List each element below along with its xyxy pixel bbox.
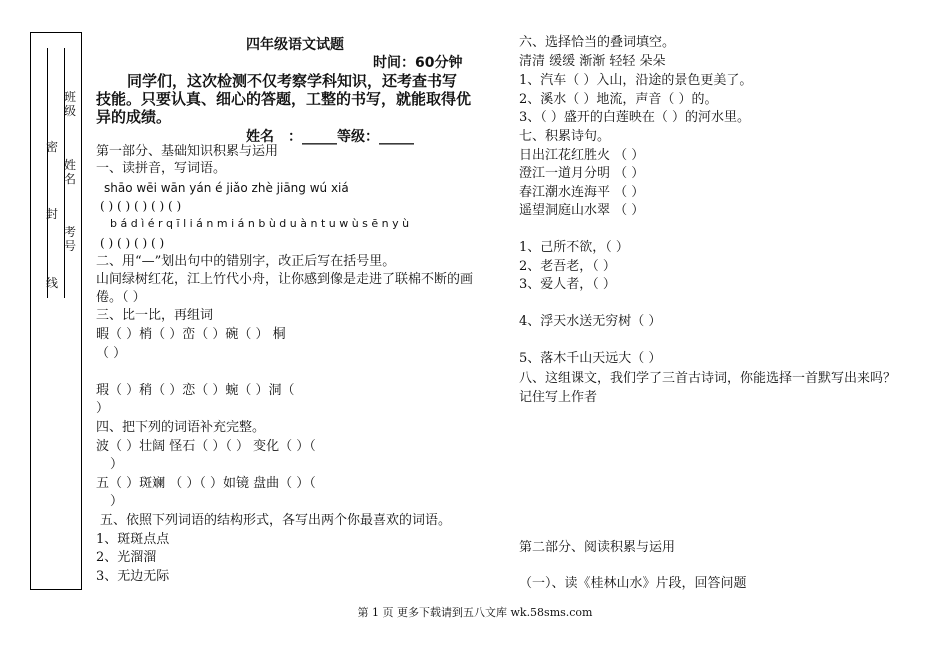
- q2-title: 二、用“—”划出句中的错别字，改正后写在括号里。: [96, 254, 396, 269]
- q7-poem-2: 澄江一道月分明 （ ）: [519, 166, 645, 181]
- q1-title: 一、读拼音，写词语。: [96, 161, 227, 176]
- intro-line-2: 技能。只要认真、细心的答题，工整的书写，就能取得优: [96, 90, 472, 108]
- q1-pinyin-row2: b á d ì é r q ī l i á n m i á n b ù d u à n t u w ù s ē n y ù: [110, 217, 410, 230]
- intro-line-3: 异的成绩。: [96, 108, 172, 126]
- q4-row1-continued: ）: [110, 457, 124, 472]
- q5-item-3: 3、无边无际: [96, 569, 170, 584]
- page-footer: 第 1 页 更多下载请到五八文库 wk.58sms.com: [357, 606, 593, 619]
- q7-saying-4: 4、浮天水送无穷树（ ）: [519, 314, 662, 329]
- q7-saying-2: 2、老吾老，（ ）: [519, 259, 616, 274]
- name-grade-line: 姓名 ：_____等级：_____: [246, 129, 414, 145]
- q3-row2: 瑕（ ）稍（ ）恋（ ）蜿（ ）洞（: [96, 383, 295, 398]
- q7-poem-1: 日出江花红胜火 （ ）: [519, 148, 645, 163]
- q7-saying-5: 5、落木千山天远大（ ）: [519, 351, 662, 366]
- seal-char-feng: 封: [45, 207, 58, 221]
- q1-pinyin-row1: shāo wēi wān yán é jiǎo zhè jiāng wú xiá: [104, 181, 349, 195]
- intro-line-1: 同学们，这次检测不仅考察学科知识，还考查书写: [127, 72, 458, 90]
- q7-poem-4: 遥望洞庭山水翠 （ ）: [519, 203, 645, 218]
- q6-item-1: 1、汽车（ ）入山，沿途的景色更美了。: [519, 73, 753, 88]
- part1-heading: 第一部分、基础知识积累与运用: [96, 144, 279, 159]
- q3-row1: 暇（ ）梢（ ）峦（ ）碗（ ） 桐: [96, 327, 286, 342]
- page-title: 四年级语文试题: [246, 37, 344, 53]
- q5-title: 五、依照下列词语的结构形式，各写出两个你最喜欢的词语。: [100, 513, 452, 528]
- q1-blanks-row1: ( ) ( ) ( ) ( ) ( ): [100, 199, 182, 213]
- q3-row2-continued: ）: [96, 401, 110, 416]
- q7-poem-3: 春江潮水连海平 （ ）: [519, 185, 645, 200]
- q7-saying-3: 3、爱人者，（ ）: [519, 277, 616, 292]
- q4-title: 四、把下列的词语补充完整。: [96, 420, 266, 435]
- q6-item-3: 3、（ ）盛开的白莲映在（ ）的河水里。: [519, 110, 751, 125]
- q5-item-2: 2、光溜溜: [96, 550, 157, 565]
- name-label: 姓名: [63, 158, 76, 186]
- reading-1-title: （一）、读《桂林山水》片段，回答问题: [519, 576, 747, 591]
- seal-char-mi: 密: [45, 140, 58, 154]
- class-label: 班级: [63, 90, 76, 118]
- q2-sentence-line2: 倦。（ ）: [96, 290, 146, 305]
- q6-word-bank: 清清 缓缓 渐渐 轻轻 朵朵: [519, 54, 666, 69]
- seal-char-xian: 线: [45, 276, 58, 290]
- q1-blanks-row2: ( ) ( ) ( ) ( ): [100, 236, 165, 250]
- q4-row2-continued: ）: [110, 494, 124, 509]
- number-label: 考号: [63, 225, 76, 253]
- q6-item-2: 2、溪水（ ）地流，声音（ ）的。: [519, 92, 718, 107]
- q3-row1-continued: （ ）: [96, 346, 127, 361]
- q8-prompt-line2: 记住写上作者: [519, 390, 598, 405]
- q8-prompt-line1: 八、这组课文，我们学了三首古诗词，你能选择一首默写出来吗？: [519, 371, 897, 386]
- part2-heading: 第二部分、阅读积累与运用: [519, 540, 676, 555]
- q4-row1: 波（ ）壮阔 怪石（ ）（ ） 变化（ ）（: [96, 439, 316, 454]
- q6-title: 六、选择恰当的叠词填空。: [519, 35, 676, 50]
- q7-saying-1: 1、己所不欲，（ ）: [519, 240, 629, 255]
- q5-item-1: 1、斑斑点点: [96, 532, 170, 547]
- binding-line-left: [47, 48, 48, 298]
- q7-title: 七、积累诗句。: [519, 129, 611, 144]
- q2-sentence-line1: 山间绿树红花，江上竹代小舟，让你感到像是走进了联棉不断的画: [96, 272, 474, 287]
- q3-title: 三、比一比，再组词: [96, 308, 214, 323]
- exam-time: 时间：60分钟: [373, 55, 463, 71]
- q4-row2: 五（ ）斑斓 （ ）（ ）如镜 盘曲（ ）（: [96, 476, 316, 491]
